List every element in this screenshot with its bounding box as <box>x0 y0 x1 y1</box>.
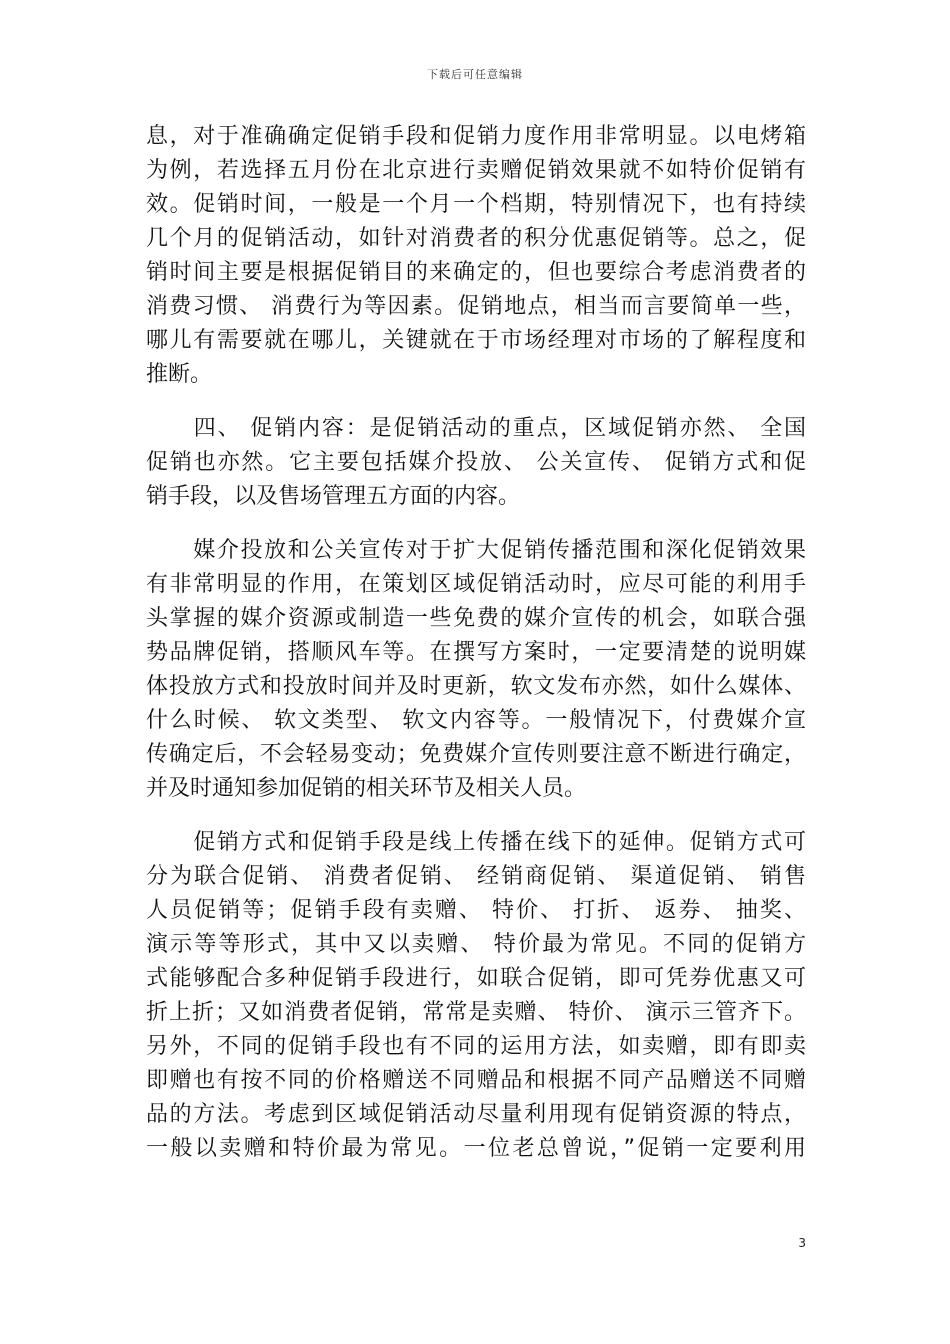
text-line: 品的方法。考虑到区域促销活动尽量利用现有促销资源的特点， <box>146 1102 806 1127</box>
paragraph-2 <box>146 412 806 514</box>
text-line: 势品牌促销，搭顺风车等。在撰写方案时，一定要清楚的说明媒 <box>146 640 806 665</box>
text-line: 哪儿有需要就在哪儿，关键就在于市场经理对市场的了解程度和 <box>146 328 806 353</box>
text-line: 消费习惯、 消费行为等因素。促销地点，相当而言要简单一些， <box>146 294 806 319</box>
text-line: 销时间主要是根据促销目的来确定的，但也要综合考虑消费者的 <box>146 260 806 285</box>
page-number: 3 <box>798 1236 806 1250</box>
paragraph-1 <box>146 120 806 392</box>
text-line: 促销也亦然。它主要包括媒介投放、 公关宣传、 促销方式和促 <box>146 450 806 475</box>
text-line: 分为联合促销、 消费者促销、 经销商促销、 渠道促销、 销售 <box>146 864 806 889</box>
text-line: 什么时候、 软文类型、 软文内容等。一般情况下，付费媒介宣 <box>146 708 806 733</box>
text-line: 折上折；又如消费者促销，常常是卖赠、 特价、 演示三管齐下。 <box>146 1000 806 1025</box>
text-line: 一般以卖赠和特价最为常见。一位老总曾说，”促销一定要利用 <box>146 1136 806 1161</box>
text-line: 为例，若选择五月份在北京进行卖赠促销效果就不如特价促销有 <box>146 158 806 183</box>
page-header: 下载后可任意编辑 <box>427 68 523 81</box>
text-line: 效。促销时间，一般是一个月一个档期，特别情况下，也有持续 <box>146 192 806 217</box>
paragraph-4 <box>146 826 806 1166</box>
text-line: 演示等等形式，其中又以卖赠、 特价最为常见。不同的促销方 <box>146 932 806 957</box>
text-line: 促销方式和促销手段是线上传播在线下的延伸。促销方式可 <box>146 830 806 855</box>
text-line: 头掌握的媒介资源或制造一些免费的媒介宣传的机会，如联合强 <box>146 606 806 631</box>
text-line: 即赠也有按不同的价格赠送不同赠品和根据不同产品赠送不同赠 <box>146 1068 806 1093</box>
text-line: 有非常明显的作用，在策划区域促销活动时，应尽可能的利用手 <box>146 572 806 597</box>
document-body <box>146 120 806 1186</box>
text-line: 几个月的促销活动，如针对消费者的积分优惠促销等。总之，促 <box>146 226 806 251</box>
text-line: 息，对于准确确定促销手段和促销力度作用非常明显。以电烤箱 <box>146 124 806 149</box>
text-line: 媒介投放和公关宣传对于扩大促销传播范围和深化促销效果 <box>146 538 806 563</box>
text-line: 四、 促销内容：是促销活动的重点，区域促销亦然、 全国 <box>146 416 806 441</box>
text-line: 体投放方式和投放时间并及时更新，软文发布亦然，如什么媒体、 <box>146 674 806 699</box>
text-line: 人员促销等；促销手段有卖赠、 特价、 打折、 返券、 抽奖、 <box>146 898 806 923</box>
paragraph-3 <box>146 534 806 806</box>
text-line: 并及时通知参加促销的相关环节及相关人员。 <box>146 776 587 801</box>
text-line: 传确定后，不会轻易变动；免费媒介宣传则要注意不断进行确定， <box>146 742 806 767</box>
text-line: 式能够配合多种促销手段进行，如联合促销，即可凭券优惠又可 <box>146 966 806 991</box>
text-line: 另外，不同的促销手段也有不同的运用方法，如卖赠，即有即卖 <box>146 1034 806 1059</box>
text-line: 销手段，以及售场管理五方面的内容。 <box>146 484 521 509</box>
text-line: 推断。 <box>146 362 213 387</box>
